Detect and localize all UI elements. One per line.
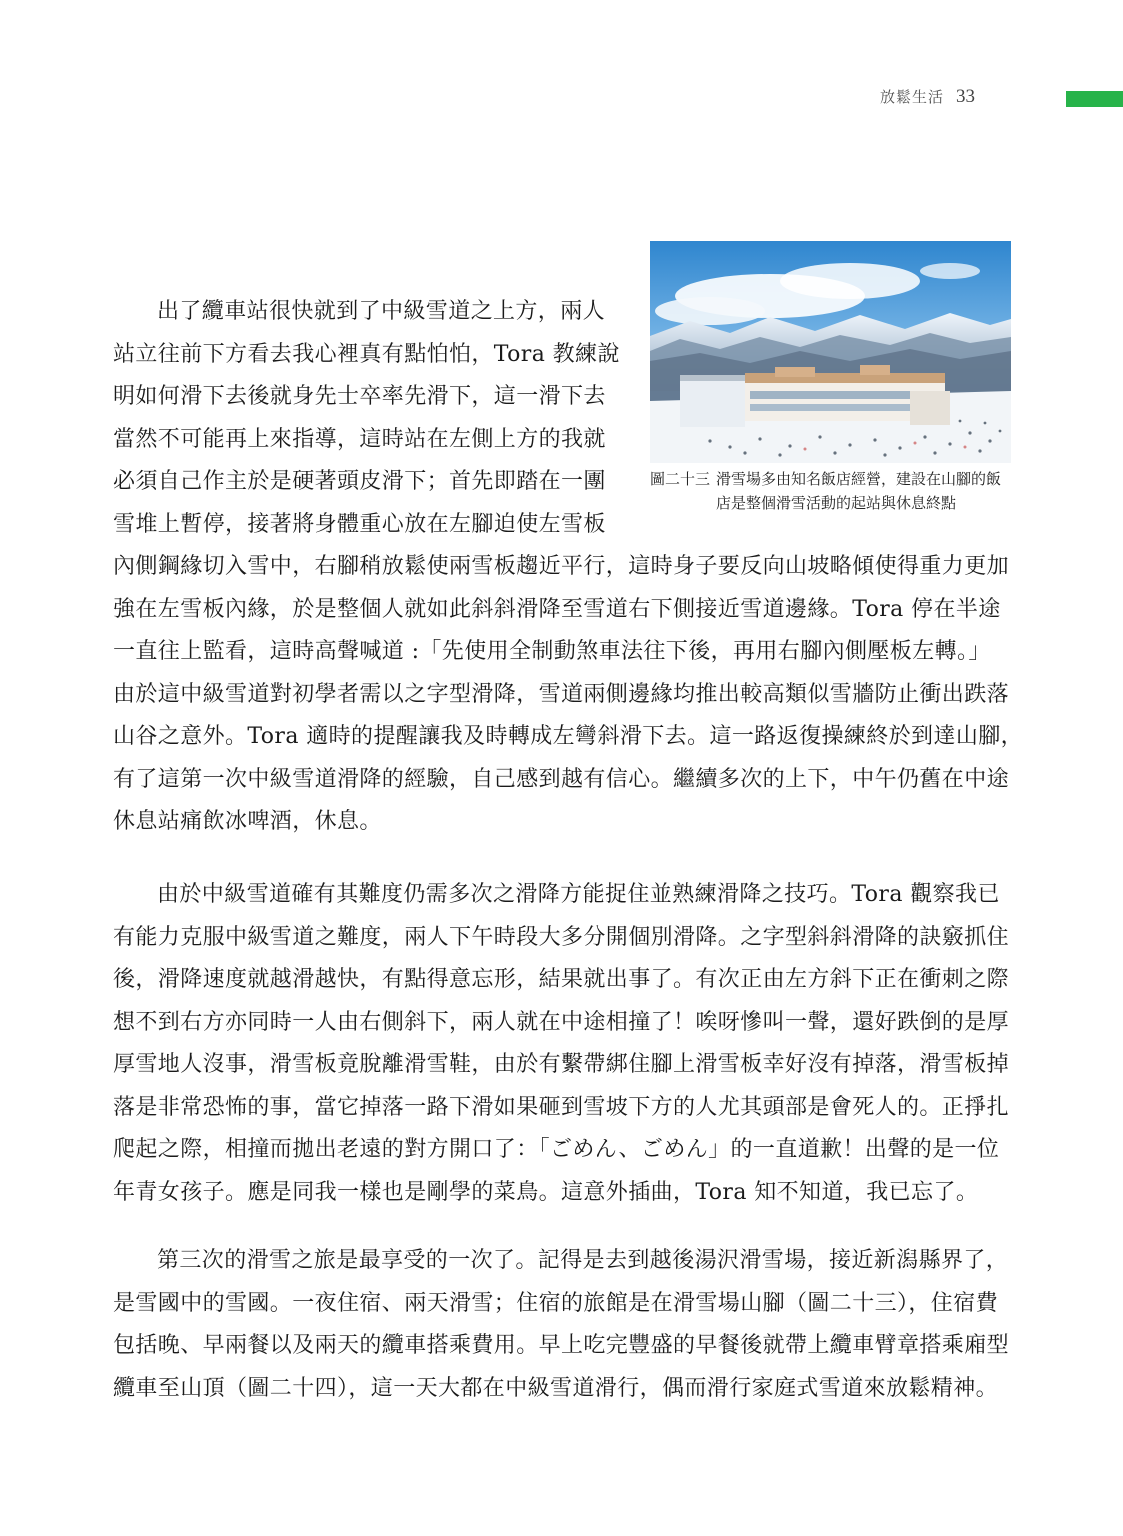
paragraph-2 (113, 874, 1009, 1214)
section-title: 放鬆生活 (880, 88, 945, 106)
paragraph-1 (113, 291, 1023, 844)
text-line: 內側鋼緣切入雪中，右腳稍放鬆使兩雪板趨近平行，這時身子要反向山坡略傾使得重力更加 (113, 554, 1010, 579)
page-number: 33 (956, 86, 976, 107)
text-line: 年青女孩子。應是同我一樣也是剛學的菜鳥。這意外插曲，Tora 知不知道，我已忘了。 (113, 1179, 979, 1205)
section-color-tab (1066, 91, 1123, 107)
text-line: 是雪國中的雪國。一夜住宿、兩天滑雪；住宿的旅館是在滑雪場山腳（圖二十三），住宿費 (113, 1290, 999, 1316)
running-head (880, 86, 1080, 108)
text-line: 有能力克服中級雪道之難度，兩人下午時段大多分開個別滑降。之字型斜斜滑降的訣竅抓住 (113, 924, 1010, 950)
paragraph-3 (113, 1240, 1009, 1410)
text-line: 第三次的滑雪之旅是最享受的一次了。記得是去到越後湯沢滑雪場，接近新潟縣界了， (157, 1248, 1009, 1273)
text-line: 雪堆上暫停，接著將身體重心放在左腳迫使左雪板 (113, 511, 606, 537)
text-line: 想不到右方亦同時一人由右側斜下，兩人就在中途相撞了！唉呀慘叫一聲，還好跌倒的是厚 (113, 1009, 1010, 1035)
text-line: 包括晚、早兩餐以及兩天的纜車搭乘費用。早上吃完豐盛的早餐後就帶上纜車臂章搭乘廂型 (113, 1333, 1010, 1358)
text-line: 必須自己作主於是硬著頭皮滑下；首先即踏在一團 (113, 469, 606, 494)
text-line: 厚雪地人沒事，滑雪板竟脫離滑雪鞋，由於有繫帶綁住腳上滑雪板幸好沒有掉落，滑雪板掉 (113, 1052, 1010, 1077)
text-line: 山谷之意外。Tora 適時的提醒讓我及時轉成左彎斜滑下去。這一路返復操練終於到達山腳， (113, 724, 1024, 749)
text-line: 休息站痛飲冰啤酒，休息。 (113, 809, 382, 834)
figure-caption-text: 滑雪場多由知名飯店經營，建設在山腳的飯店是整個滑雪活動的起站與休息終點 (716, 470, 1002, 512)
text-line: 強在左雪板內緣，於是整個人就如此斜斜滑降至雪道右下側接近雪道邊緣。Tora 停在半途 (113, 596, 1001, 622)
text-line: 出了纜車站很快就到了中級雪道之上方，兩人 (157, 299, 606, 324)
text-line: 當然不可能再上來指導，這時站在左側上方的我就 (113, 426, 606, 452)
text-line: 後，滑降速度就越滑越快，有點得意忘形，結果就出事了。有次正由左方斜下正在衝刺之際 (113, 967, 1010, 992)
text-line: 落是非常恐怖的事，當它掉落一路下滑如果砸到雪坡下方的人尤其頭部是會死人的。正掙扎 (113, 1094, 1010, 1120)
text-line: 有了這第一次中級雪道滑降的經驗，自己感到越有信心。繼續多次的上下，中午仍舊在中途 (113, 766, 1010, 792)
text-line: 纜車至山頂（圖二十四），這一天大都在中級雪道滑行，偶而滑行家庭式雪道來放鬆精神。 (113, 1375, 999, 1401)
text-line: 由於中級雪道確有其難度仍需多次之滑降方能捉住並熟練滑降之技巧。Tora 觀察我已 (157, 882, 1000, 907)
figure-label: 圖二十三 (650, 470, 711, 488)
text-line: 站立往前下方看去我心裡真有點怕怕，Tora 教練說 (113, 341, 620, 367)
text-line: 由於這中級雪道對初學者需以之字型滑降，雪道兩側邊緣均推出較高類似雪牆防止衝出跌落 (113, 681, 1010, 707)
text-line: 一直往上監看，這時高聲喊道 :「先使用全制動煞車法往下後，再用右腳內側壓板左轉。」 (113, 639, 991, 664)
text-line: 明如何滑下去後就身先士卒率先滑下，這一滑下去 (113, 384, 606, 409)
text-line: 爬起之際，相撞而拋出老遠的對方開口了：「ごめん、ごめん」的一直道歉！出聲的是一位 (113, 1137, 1000, 1162)
